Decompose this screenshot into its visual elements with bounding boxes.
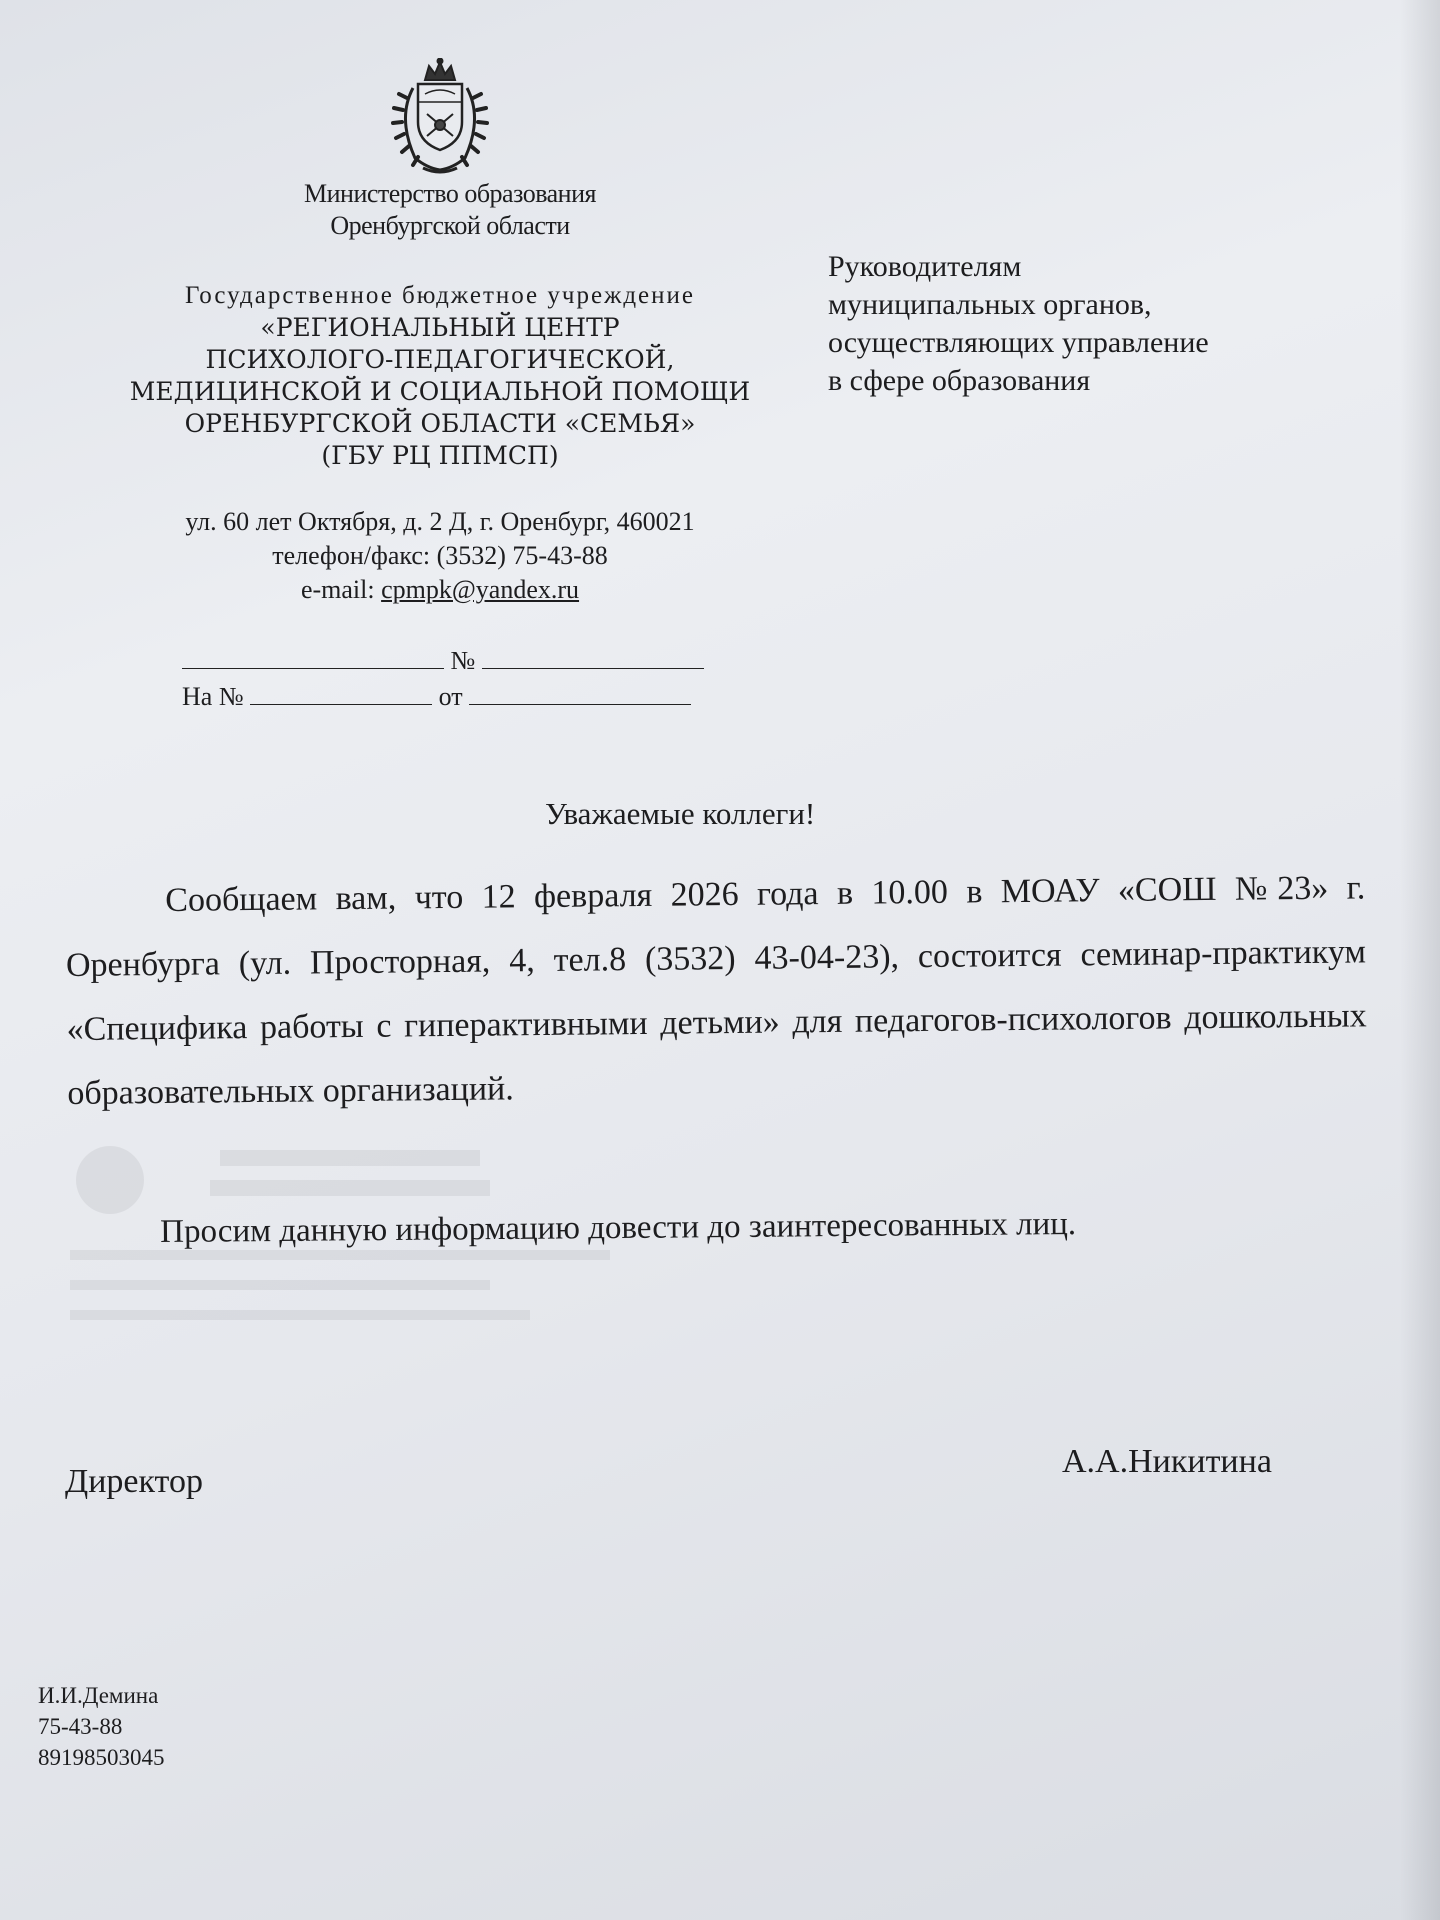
recipient-line-4: в сфере образования [828, 364, 1091, 397]
organization-block [80, 280, 800, 472]
email-link[interactable]: cpmpk@yandex.ru [381, 575, 580, 604]
ministry-name [250, 178, 650, 242]
signatory-title: Директор [65, 1463, 203, 1500]
ministry-line-2: Оренбургской области [330, 211, 570, 240]
bleed-through-shadow [70, 1140, 630, 1370]
organization-name-line-3: МЕДИЦИНСКОЙ И СОЦИАЛЬНОЙ ПОМОЩИ [129, 377, 751, 406]
email-label: e-mail: [300, 575, 382, 604]
page-edge-shadow [1400, 0, 1440, 1920]
number-blank [482, 642, 704, 669]
ministry-line-1: Министерство образования [304, 179, 596, 208]
executor-phone-1: 75-43-88 [38, 1714, 123, 1739]
phone-fax: телефон/факс: (3532) 75-43-88 [272, 541, 608, 570]
reference-number-blank [250, 678, 432, 705]
organization-abbreviation: (ГБУ РЦ ППМСП) [321, 441, 559, 470]
number-label: № [450, 646, 476, 675]
recipient-block [828, 248, 1348, 400]
coat-of-arms-emblem [385, 58, 495, 176]
executor-name: И.И.Демина [38, 1683, 159, 1708]
signatory-name: А.А.Никитина [1062, 1443, 1272, 1480]
recipient-line-2: муниципальных органов, [828, 288, 1152, 321]
executor-phone-2: 89198503045 [38, 1745, 165, 1770]
request-paragraph: Просим данную информацию довести до заинтересованных лиц. [160, 1206, 1077, 1250]
letter-body: Сообщаем вам, что 12 февраля 2026 года в 10.00 в МОАУ «СОШ №23» г. Оренбурга (ул. Просторная, 4, тел.8 (3532) 43-04-23), состоится семинар-практикум «Специфика работы с гиперактивными детьми» для педагогов-психологов дошкольных образовательных организаций. [65, 869, 1367, 1112]
from-label: от [438, 682, 463, 711]
postal-address: ул. 60 лет Октября, д. 2 Д, г. Оренбург, 460021 [185, 507, 695, 536]
reference-date-blank [469, 678, 691, 705]
reference-number-line [182, 678, 691, 714]
executor-block [38, 1680, 165, 1773]
recipient-line-1: Руководителям [828, 250, 1022, 283]
organization-name-line-1: «РЕГИОНАЛЬНЫЙ ЦЕНТР [260, 313, 620, 342]
reference-label: На № [182, 682, 244, 711]
organization-name-line-4: ОРЕНБУРГСКОЙ ОБЛАСТИ «СЕМЬЯ» [184, 409, 696, 438]
contact-block [130, 505, 750, 607]
organization-type: Государственное бюджетное учреждение [184, 282, 696, 309]
recipient-line-3: осуществляющих управление [828, 326, 1209, 359]
email-line [130, 573, 750, 607]
greeting: Уважаемые коллеги! [545, 796, 816, 831]
organization-name-line-2: ПСИХОЛОГО-ПЕДАГОГИЧЕСКОЙ, [205, 345, 675, 374]
date-blank [182, 642, 444, 669]
outgoing-number-line [182, 642, 704, 678]
